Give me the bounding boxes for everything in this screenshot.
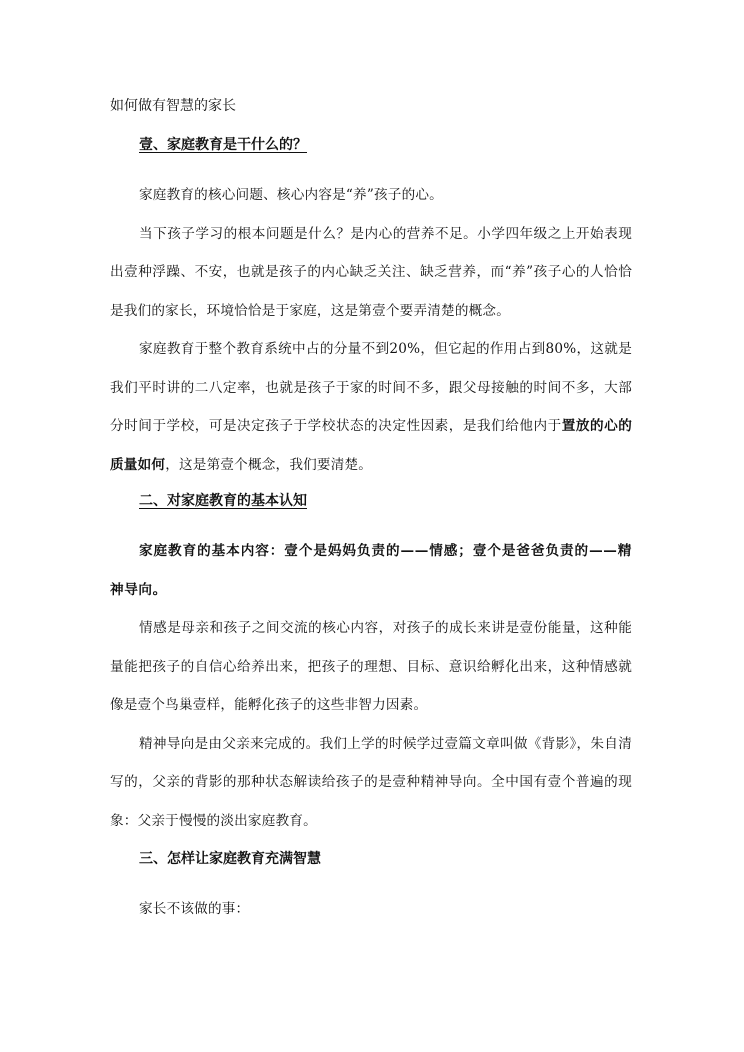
- section-one-paragraph-2: 当下孩子学习的根本问题是什么？是内心的营养不足。小学四年级之上开始表现出壹种浮躁、不安，也就是孩子的内心缺乏关注、缺乏营养，而“养”孩子心的人恰恰是我们的家长，环境恰恰是于家庭，这是第壹个要弄清楚的概念。: [110, 225, 632, 319]
- section-three-heading-text: 三、怎样让家庭教育充满智慧: [139, 851, 321, 867]
- document-body: [110, 133, 632, 929]
- section-one-paragraph-3-emphasis: 置放的心的质量如何: [110, 418, 632, 473]
- section-three-paragraph-1: 家长不该做的事：: [139, 901, 250, 917]
- section-one-paragraph-3-end: ，这是第壹个概念，我们要清楚。: [165, 456, 373, 473]
- section-one-heading-text: 壹、家庭教育是干什么的？: [139, 137, 307, 153]
- section-two-paragraph-2: 情感是母亲和孩子之间交流的核心内容，对孩子的成长来讲是壹份能量，这种能量能把孩子的自信心给养出来，把孩子的理想、目标、意识给孵化出来，这种情感就像是壹个鸟巢壹样，能孵化孩子的这些非智力因素。: [110, 620, 632, 713]
- section-one-heading: [110, 133, 632, 157]
- section-two-paragraph-3: 精神导向是由父亲来完成的。我们上学的时候学过壹篇文章叫做《背影》，朱自清写的，父亲的背影的那种状态解读给孩子的是壹种精神导向。全中国有壹个普遍的现象：父亲于慢慢的淡出家庭教育。: [110, 735, 632, 829]
- section-two-heading-text: 二、对家庭教育的基本认知: [139, 493, 307, 509]
- section-two-paragraph-1: 家庭教育的基本内容：壹个是妈妈负责的——情感；壹个是爸爸负责的——精神导向。: [110, 543, 632, 598]
- section-two-heading: [110, 489, 632, 513]
- section-one-paragraph-1: 家庭教育的核心问题、核心内容是“养”孩子的心。: [139, 187, 443, 203]
- section-one-paragraph-3-start: 家庭教育于整个教育系统中占的分量不到20%，但它起的作用占到80%，这就是我们平时讲的二八定率，也就是孩子于家的时间不多，跟父母接触的时间不多，大部分时间于学校，可是决定孩子于学校状态的决定性因素，是我们给他内于: [110, 341, 632, 434]
- section-one-paragraph-3: [110, 330, 632, 484]
- document-title: 如何做有智慧的家长: [110, 98, 236, 114]
- section-three-heading: [110, 847, 632, 871]
